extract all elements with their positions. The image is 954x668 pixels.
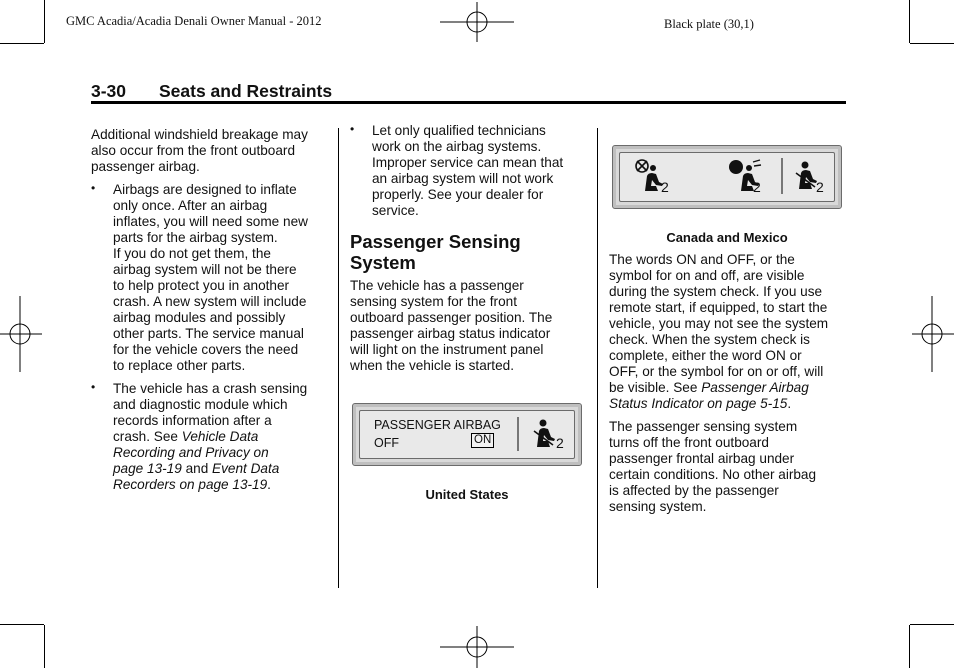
line: turns off the front outboard bbox=[609, 435, 769, 450]
registration-mark-left bbox=[0, 296, 42, 372]
line bbox=[609, 380, 854, 396]
line: If you do not get them, the bbox=[113, 246, 271, 261]
canada-mexico-airbag-indicator bbox=[612, 145, 842, 209]
title-rule bbox=[91, 101, 846, 104]
line: airbag system will not be there bbox=[113, 262, 297, 277]
heading-line: Passenger Sensing bbox=[350, 231, 521, 252]
line: parts for the airbag system. bbox=[113, 230, 278, 245]
line bbox=[113, 429, 331, 445]
link-event-data[interactable]: Event Data bbox=[212, 461, 280, 476]
system-check-paragraph bbox=[609, 252, 854, 412]
passenger-airbag-label: PASSENGER AIRBAG bbox=[374, 418, 501, 432]
link-passenger-airbag-status[interactable]: Passenger Airbag bbox=[701, 380, 809, 395]
text: be visible. See bbox=[609, 380, 702, 395]
text: crash. See bbox=[113, 429, 182, 444]
bullet-icon: • bbox=[350, 122, 355, 136]
manual-title: GMC Acadia/Acadia Denali Owner Manual - 2012 bbox=[66, 14, 322, 28]
bullet-crash-sensing bbox=[91, 381, 331, 493]
line bbox=[113, 477, 331, 493]
passenger-sensing-paragraph bbox=[350, 278, 590, 374]
line: to replace other parts. bbox=[113, 358, 246, 373]
line: work on the airbag systems. bbox=[372, 139, 542, 154]
indicator-divider bbox=[781, 158, 783, 194]
column-1 bbox=[91, 127, 331, 493]
line: other parts. The service manual bbox=[113, 326, 304, 341]
section-title: Seats and Restraints bbox=[159, 81, 333, 101]
line: OFF, or the symbol for on or off, will bbox=[609, 364, 824, 379]
line: when the vehicle is started. bbox=[350, 358, 514, 373]
line: The passenger sensing system bbox=[609, 419, 798, 434]
line: remote start, if equipped, to start the bbox=[609, 300, 828, 315]
line: crash. A new system will include bbox=[113, 294, 307, 309]
line: during the system check. If you use bbox=[609, 284, 823, 299]
line: The vehicle has a crash sensing bbox=[113, 381, 308, 396]
line: records information after a bbox=[113, 413, 272, 428]
line: service. bbox=[372, 203, 419, 218]
line: passenger frontal airbag under bbox=[609, 451, 795, 466]
link-vehicle-data[interactable]: Vehicle Data bbox=[181, 429, 259, 444]
off-label: OFF bbox=[374, 436, 399, 450]
link-event-data-cont[interactable]: Recorders on page 13-19 bbox=[113, 477, 268, 492]
line: an airbag system will not work bbox=[372, 171, 554, 186]
intro-paragraph: Additional windshield breakage may also occur from the front outboard passenger airbag. bbox=[91, 127, 308, 174]
seat-number: 2 bbox=[556, 435, 564, 451]
seated-passenger-belt-icon bbox=[531, 419, 559, 449]
seat-number-1: 2 bbox=[661, 179, 669, 195]
heading-line: System bbox=[350, 252, 416, 273]
line: properly. See your dealer for bbox=[372, 187, 544, 202]
line: inflates, you will need some new bbox=[113, 214, 308, 229]
line bbox=[113, 461, 331, 477]
line: certain conditions. No other airbag bbox=[609, 467, 817, 482]
line: complete, either the word ON or bbox=[609, 348, 802, 363]
line bbox=[609, 396, 854, 412]
text: . bbox=[787, 396, 792, 411]
page-number: 3-30 bbox=[91, 81, 127, 101]
us-airbag-indicator bbox=[352, 403, 582, 466]
line: will light on the instrument panel bbox=[350, 342, 544, 357]
registration-mark-right bbox=[912, 296, 954, 372]
line: sensing system. bbox=[609, 499, 707, 514]
column-divider-1 bbox=[338, 128, 339, 588]
line: outboard passenger position. The bbox=[350, 310, 553, 325]
bullet-text bbox=[113, 182, 331, 374]
registration-mark-bottom bbox=[440, 626, 516, 668]
sensing-system-paragraph bbox=[609, 419, 854, 515]
column-3 bbox=[609, 252, 854, 515]
on-label: ON bbox=[471, 433, 494, 448]
line: passenger airbag status indicator bbox=[350, 326, 551, 341]
link-passenger-airbag-status-cont[interactable]: Status Indicator on page 5-15 bbox=[609, 396, 788, 411]
bullet-text bbox=[113, 381, 331, 493]
bullet-icon: • bbox=[91, 380, 96, 394]
heading-passenger-sensing bbox=[350, 231, 590, 273]
bullet-text bbox=[372, 123, 590, 219]
text: and bbox=[181, 461, 213, 476]
line: symbol for on and off, are visible bbox=[609, 268, 805, 283]
plate-label: Black plate (30,1) bbox=[664, 17, 754, 31]
text: . bbox=[267, 477, 271, 492]
indicator-divider bbox=[517, 417, 519, 451]
line: check. When the system check is bbox=[609, 332, 810, 347]
line: The vehicle has a passenger bbox=[350, 278, 524, 293]
line: to help protect you in another bbox=[113, 278, 290, 293]
line bbox=[113, 445, 331, 461]
line: Let only qualified technicians bbox=[372, 123, 546, 138]
line: only once. After an airbag bbox=[113, 198, 268, 213]
bullet-icon: • bbox=[91, 181, 96, 195]
link-vehicle-data-page[interactable]: page 13-19 bbox=[113, 461, 182, 476]
seat-number-3: 2 bbox=[816, 179, 824, 195]
seat-number-2: 2 bbox=[753, 179, 761, 195]
line: for the vehicle covers the need bbox=[113, 342, 299, 357]
registration-mark-top bbox=[440, 2, 516, 42]
line: The words ON and OFF, or the bbox=[609, 252, 795, 267]
caption-canada-mexico: Canada and Mexico bbox=[666, 230, 788, 245]
line: vehicle, you may not see the system bbox=[609, 316, 829, 331]
caption-united-states: United States bbox=[425, 487, 509, 502]
line: sensing system for the front bbox=[350, 294, 517, 309]
line: airbag modules and possibly bbox=[113, 310, 286, 325]
line: and diagnostic module which bbox=[113, 397, 288, 412]
bullet-airbags-inflate bbox=[91, 182, 331, 374]
bullet-qualified-technicians bbox=[350, 123, 590, 219]
line: is affected by the passenger bbox=[609, 483, 779, 498]
column-2 bbox=[350, 123, 590, 374]
column-divider-2 bbox=[597, 128, 598, 588]
line: Airbags are designed to inflate bbox=[113, 182, 297, 197]
line: Improper service can mean that bbox=[372, 155, 564, 170]
link-vehicle-data-cont[interactable]: Recording and Privacy on bbox=[113, 445, 269, 460]
